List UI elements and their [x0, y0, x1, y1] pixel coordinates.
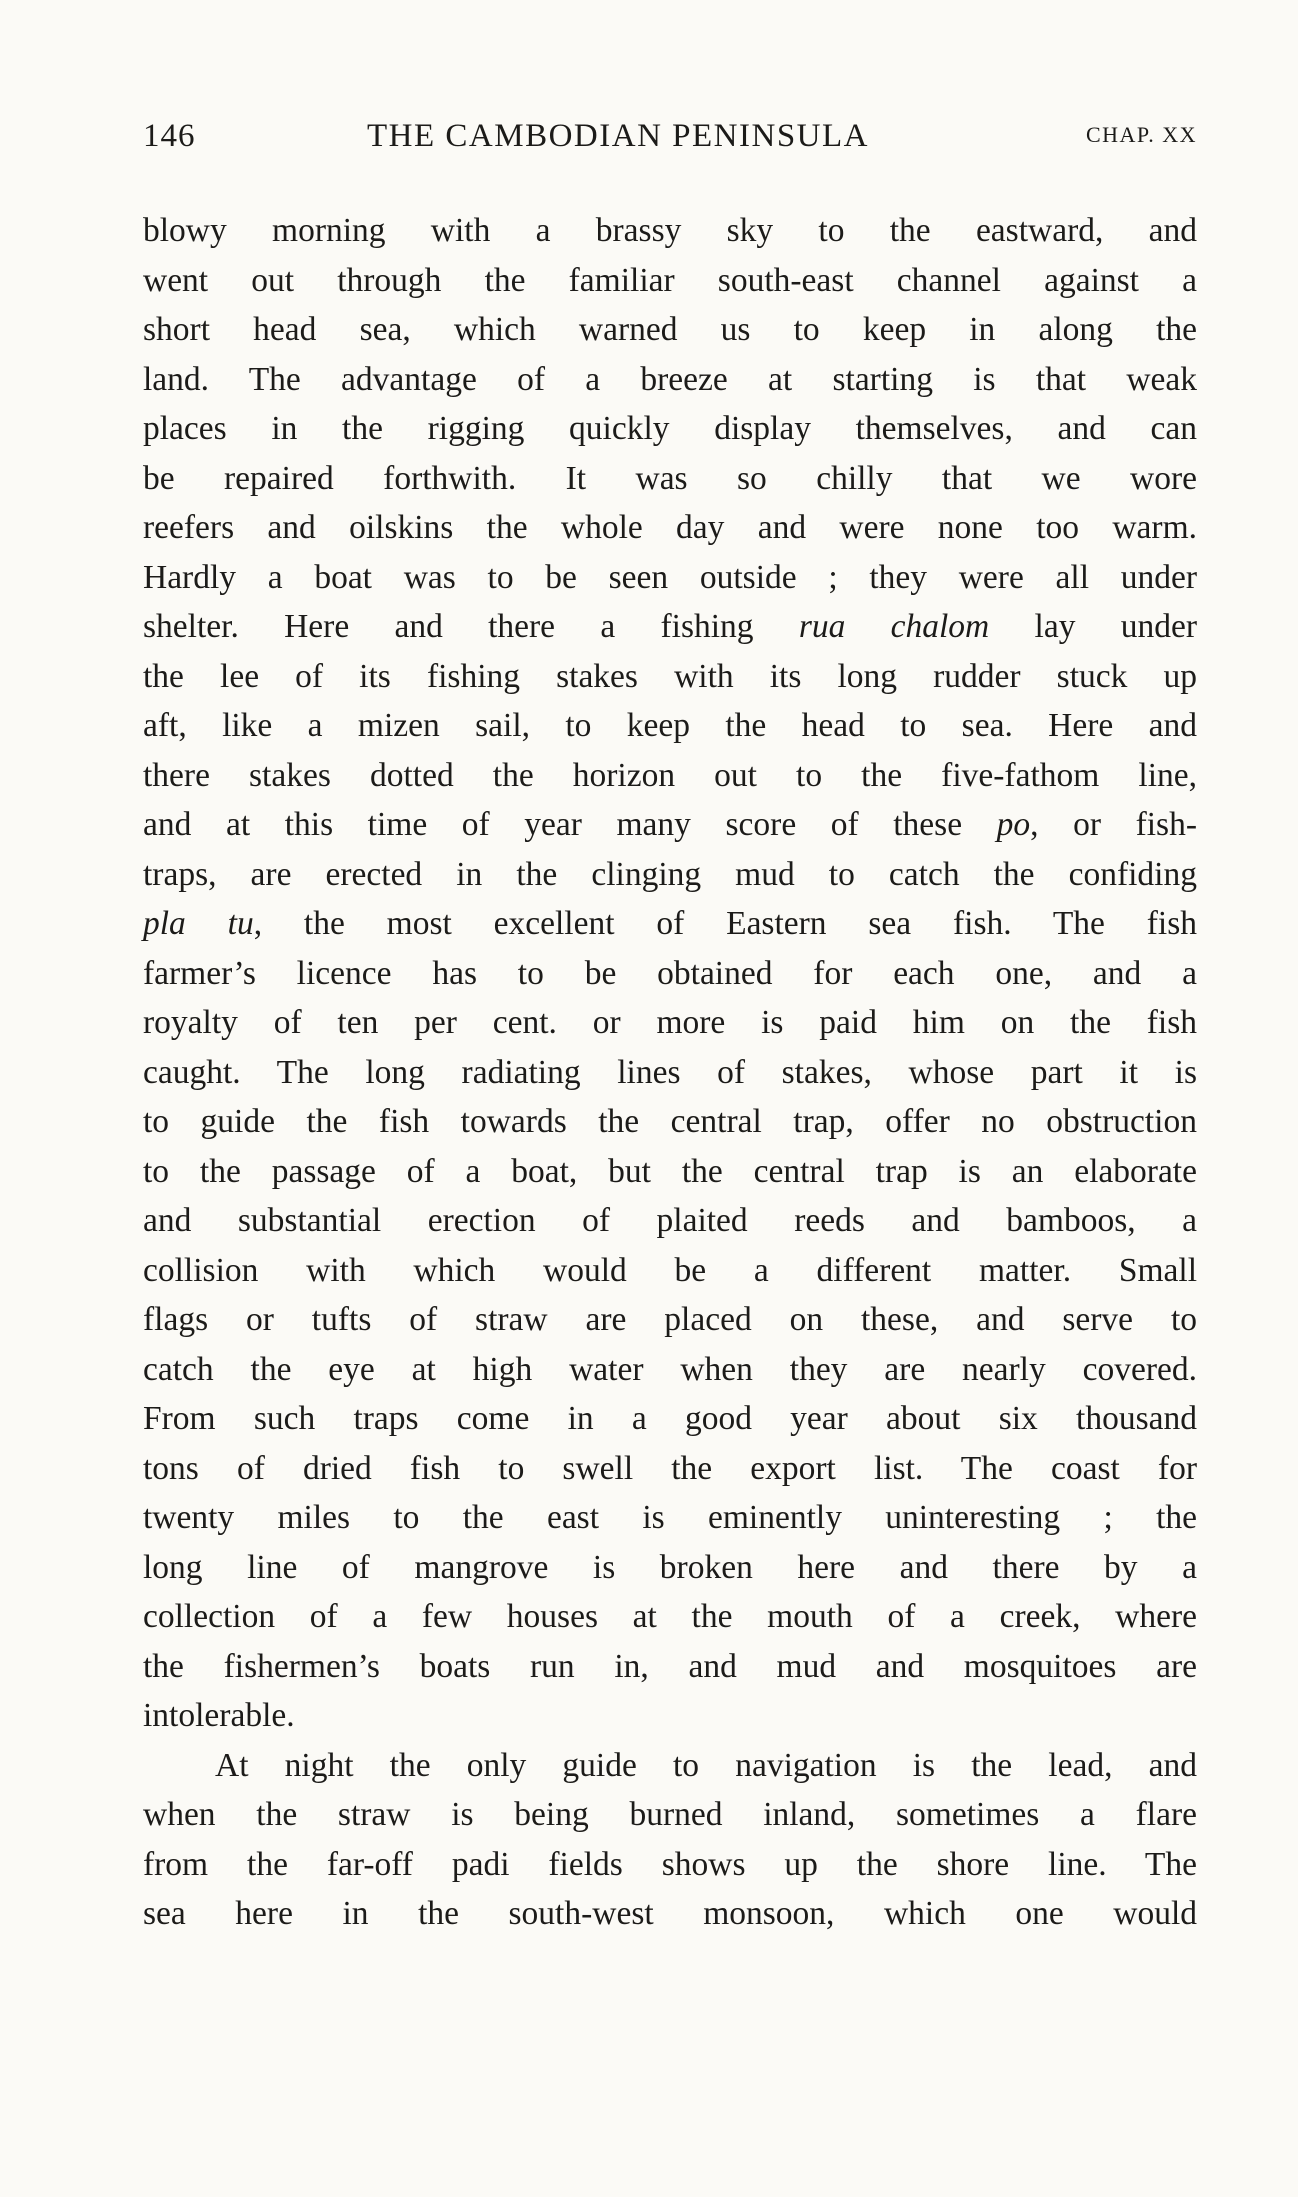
text-line	[143, 1592, 1197, 1642]
running-head	[143, 118, 1197, 164]
text-segment: to the passage of a boat, but the central trap is an elaborate	[143, 1152, 1197, 1190]
text-segment: and substantial erection of plaited reeds and bamboos, a	[143, 1202, 1197, 1239]
text-line	[143, 305, 1197, 355]
text-line	[143, 800, 1197, 850]
text-line	[143, 652, 1197, 702]
text-segment: , the most excellent of Eastern sea fish. The fish	[253, 905, 1197, 942]
book-page	[143, 118, 1197, 1939]
text-line	[143, 1691, 1197, 1741]
text-line	[143, 1790, 1197, 1840]
text-segment: royalty of ten per cent. or more is paid him on the fish	[143, 1004, 1197, 1041]
text-line	[143, 850, 1197, 900]
text-segment: tons of dried fish to swell the export list. The coast for	[143, 1449, 1197, 1487]
italic-term: rua chalom	[798, 608, 990, 645]
italic-term: po	[996, 806, 1031, 843]
text-segment: flags or tufts of straw are placed on these, and serve to	[143, 1301, 1197, 1338]
text-segment: from the far-off padi fields shows up the shore line. The	[143, 1845, 1197, 1883]
text-line	[143, 1493, 1197, 1543]
text-segment: sea here in the south-west monsoon, which one would	[143, 1895, 1197, 1932]
text-segment: to guide the fish towards the central trap, offer no obstruction	[143, 1103, 1197, 1140]
text-segment: aft, like a mizen sail, to keep the head to sea. Here and	[143, 707, 1197, 744]
text-line	[143, 1147, 1197, 1197]
text-segment: land. The advantage of a breeze at starting is that weak	[143, 360, 1197, 398]
text-segment: caught. The long radiating lines of stakes, whose part it is	[143, 1053, 1197, 1091]
text-segment: shelter. Here and there a fishing	[143, 608, 799, 645]
text-line	[143, 1543, 1197, 1593]
text-line	[143, 1048, 1197, 1098]
text-segment: blowy morning with a brassy sky to the eastward, and	[143, 212, 1197, 249]
text-segment: places in the rigging quickly display themselves, and can	[143, 410, 1197, 447]
text-line	[143, 751, 1197, 801]
running-title: THE CAMBODIAN PENINSULA	[367, 118, 869, 154]
text-segment: farmer’s licence has to be obtained for each one, and a	[143, 954, 1197, 992]
text-segment: lay under	[989, 608, 1198, 645]
text-line	[143, 553, 1197, 603]
text-segment: Hardly a boat was to be seen outside ; they were all under	[143, 558, 1197, 596]
text-segment: collection of a few houses at the mouth of a creek, where	[143, 1598, 1197, 1635]
text-segment: collision with which would be a different matter. Small	[143, 1251, 1197, 1289]
text-segment: intolerable.	[143, 1697, 295, 1734]
text-line	[143, 701, 1197, 751]
text-line	[143, 899, 1197, 949]
text-segment: the lee of its fishing stakes with its long rudder stuck up	[143, 657, 1197, 695]
text-line	[143, 1196, 1197, 1246]
text-line	[143, 355, 1197, 405]
text-line	[143, 1097, 1197, 1147]
text-line	[143, 256, 1197, 306]
text-line	[143, 1642, 1197, 1692]
text-line	[143, 1246, 1197, 1296]
text-segment: there stakes dotted the horizon out to the five-fathom line,	[143, 756, 1197, 794]
text-segment: At night the only guide to navigation is the lead, and	[215, 1746, 1197, 1784]
text-line	[143, 1295, 1197, 1345]
text-segment: traps, are erected in the clinging mud to catch the confiding	[143, 855, 1197, 893]
text-line	[143, 503, 1197, 553]
text-segment: reefers and oilskins the whole day and were none too warm.	[143, 509, 1197, 546]
text-segment: From such traps come in a good year about six thousand	[143, 1400, 1197, 1437]
text-segment: twenty miles to the east is eminently uninteresting ; the	[143, 1499, 1197, 1536]
text-segment: short head sea, which warned us to keep in along the	[143, 311, 1197, 348]
text-segment: and at this time of year many score of these	[143, 806, 997, 843]
text-segment: , or fish-	[1030, 806, 1197, 843]
text-line	[143, 998, 1197, 1048]
text-segment: be repaired forthwith. It was so chilly that we wore	[143, 459, 1197, 497]
text-line	[143, 1345, 1197, 1395]
text-segment: when the straw is being burned inland, sometimes a flare	[143, 1796, 1197, 1833]
text-line	[143, 949, 1197, 999]
body-text	[143, 206, 1197, 1939]
italic-term: pla tu	[143, 905, 254, 942]
text-line	[143, 454, 1197, 504]
text-line	[143, 602, 1197, 652]
paragraph-first-line	[143, 1741, 1197, 1791]
page-number: 146	[143, 118, 196, 154]
text-line	[143, 404, 1197, 454]
text-segment: long line of mangrove is broken here and there by a	[143, 1548, 1197, 1586]
text-segment: catch the eye at high water when they are nearly covered.	[143, 1350, 1197, 1388]
text-line	[143, 1889, 1197, 1939]
text-line	[143, 206, 1197, 256]
text-segment: went out through the familiar south-east channel against a	[143, 261, 1197, 299]
text-line	[143, 1444, 1197, 1494]
chapter-label: CHAP. XX	[1085, 122, 1197, 147]
text-segment: the fishermen’s boats run in, and mud and mosquitoes are	[143, 1647, 1197, 1685]
text-line	[143, 1394, 1197, 1444]
text-line	[143, 1840, 1197, 1890]
